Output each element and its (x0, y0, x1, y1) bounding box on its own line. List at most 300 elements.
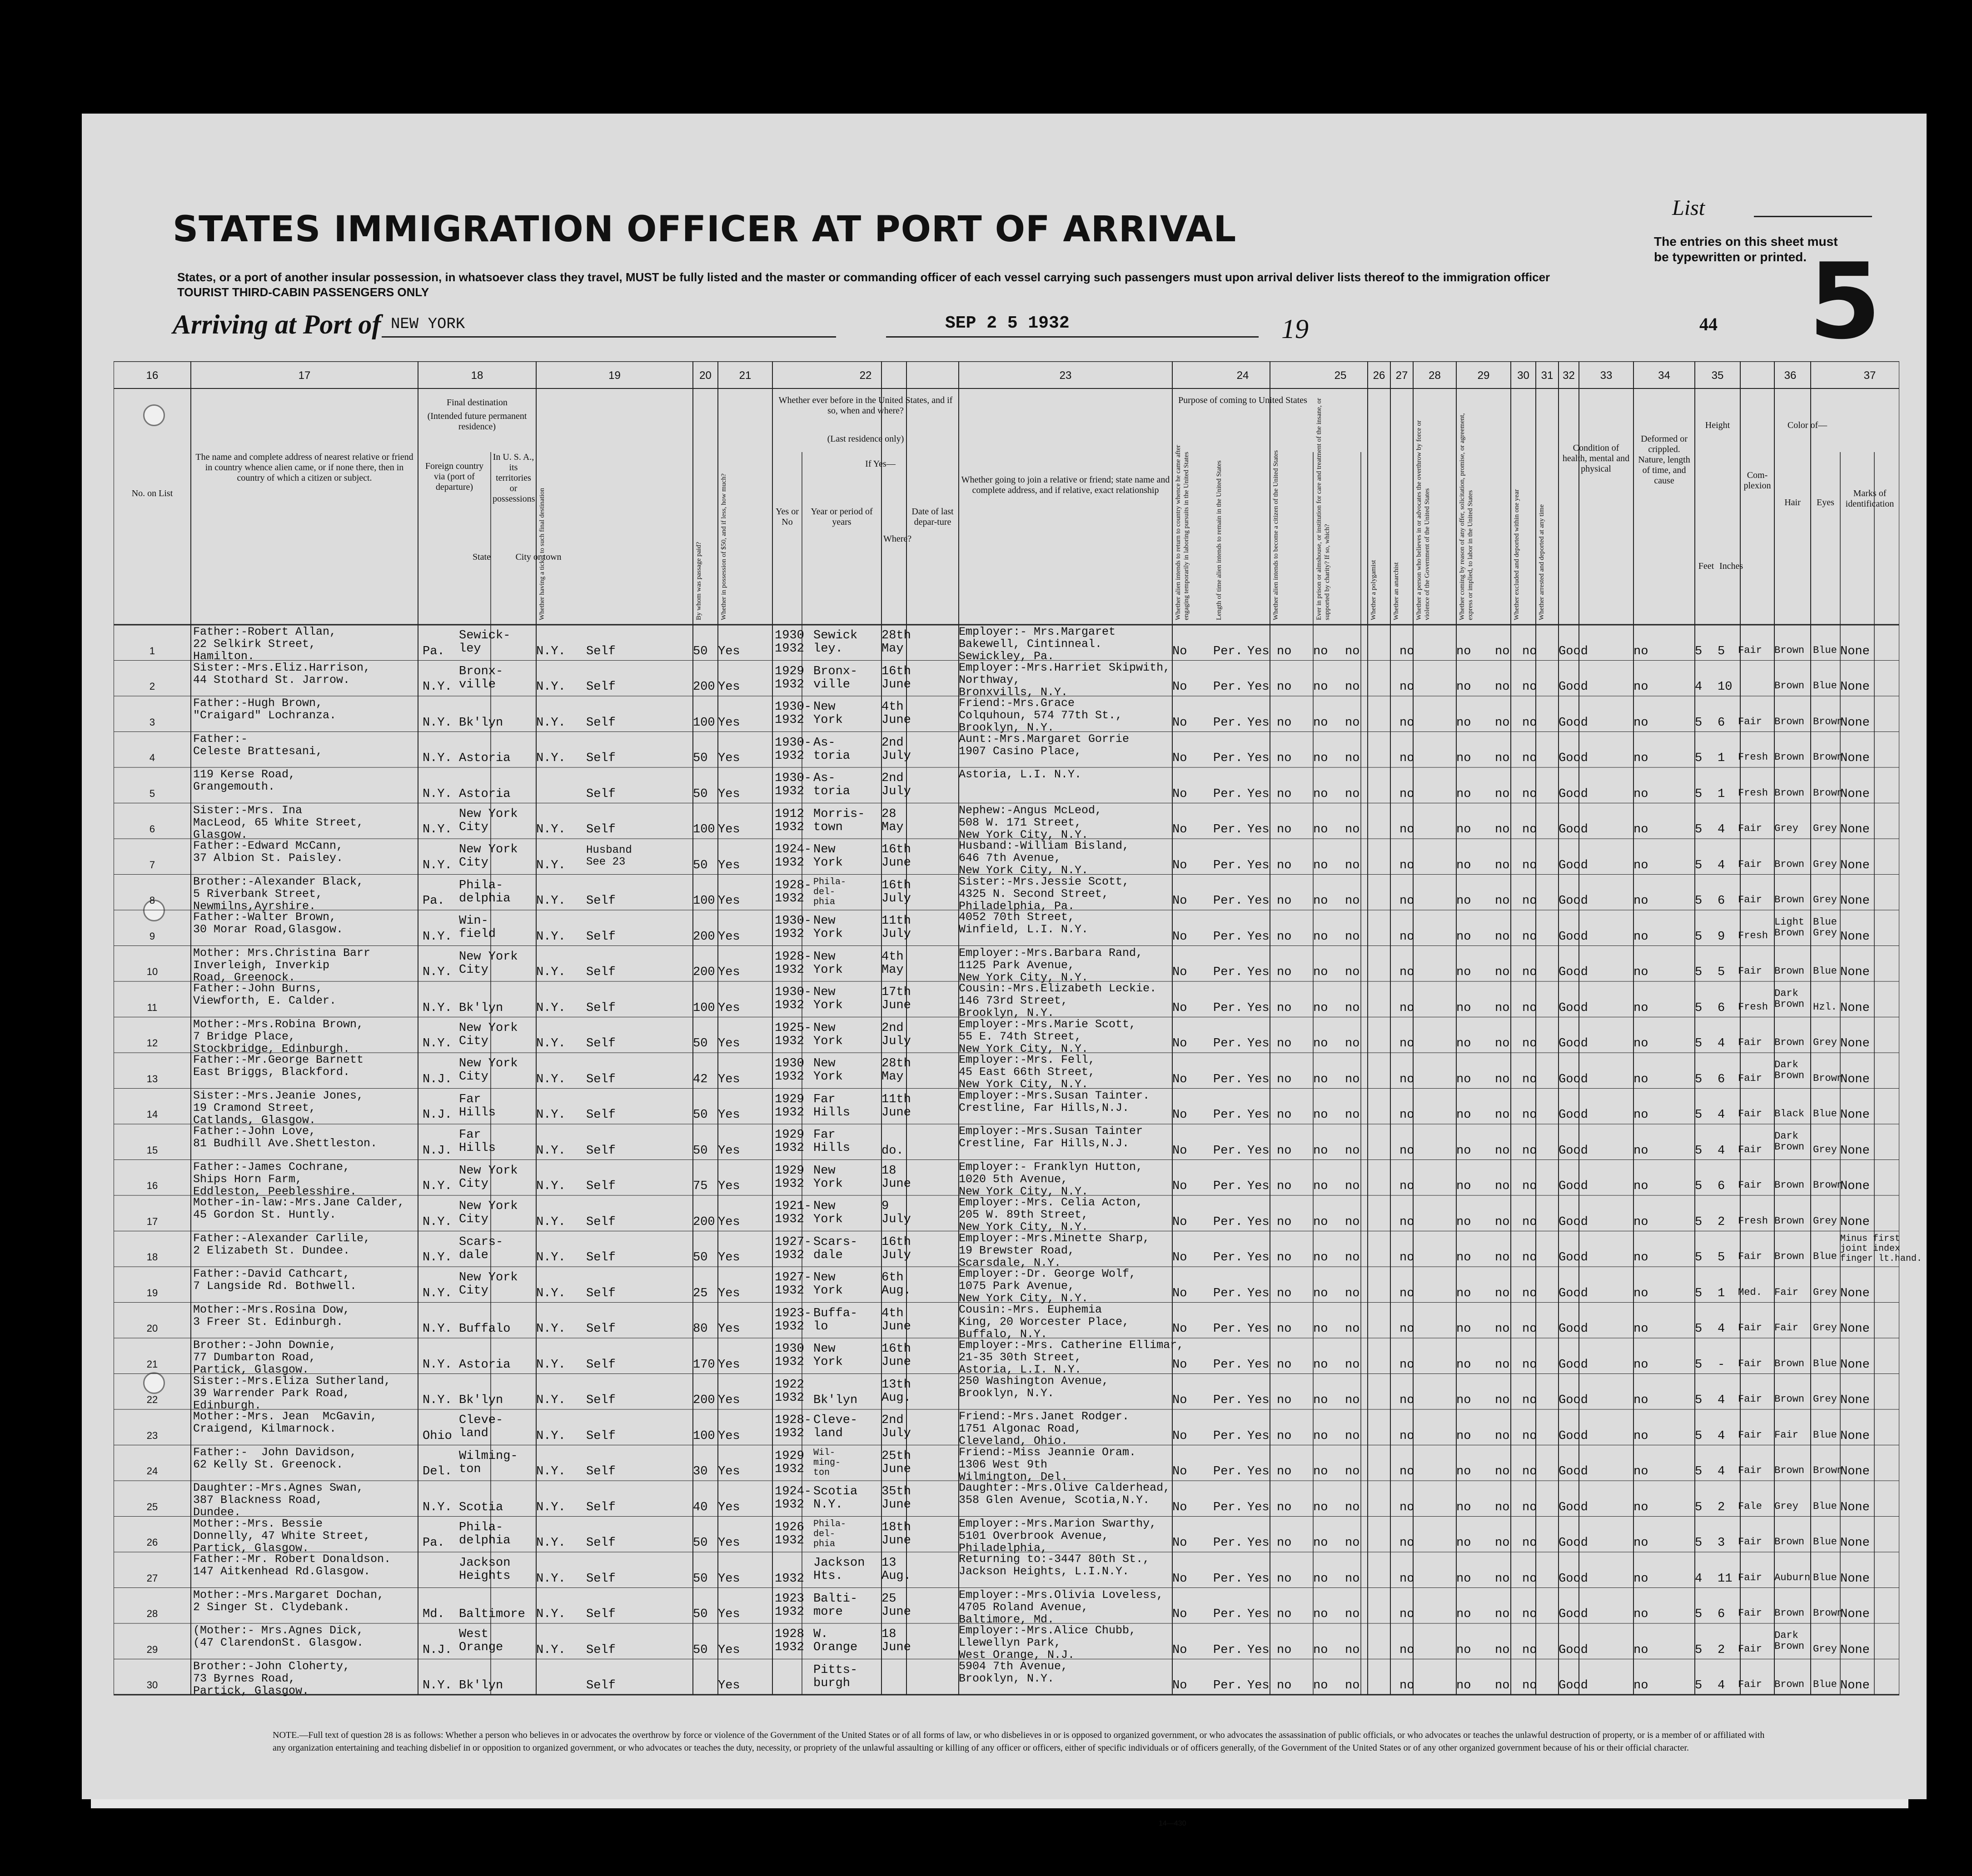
joining-relative: Nephew:-Angus McLeod, 508 W. 171 Street, New York City, N.Y. (959, 803, 1102, 841)
list-line (1754, 216, 1872, 217)
deported: no (1522, 1536, 1537, 1550)
deformed: no (1633, 965, 1648, 979)
row-number: 21 (146, 1358, 158, 1370)
deported: no (1522, 1643, 1537, 1657)
nearest-relative: Mother:-Mrs.Margaret Dochan, 2 Singer St. Clydebank. (193, 1588, 384, 1614)
money: 100 (693, 823, 715, 836)
citizen-intent: Yes (1247, 1322, 1270, 1336)
ever-before: Yes (718, 1536, 740, 1550)
departure-date: do. (881, 1144, 904, 1158)
deported: no (1522, 680, 1537, 694)
anarchist: no (1345, 787, 1360, 801)
complexion: Fair (1738, 823, 1762, 834)
citizen-intent: Yes (1247, 680, 1270, 694)
departure-date: 11th June (881, 1092, 911, 1120)
health: Good (1559, 1500, 1588, 1514)
row-number: 8 (149, 895, 155, 906)
prison: no (1277, 1251, 1292, 1264)
identification-marks: None (1840, 1536, 1870, 1550)
header-no-on-list: No. on List (131, 488, 173, 498)
identification-marks: None (1840, 1572, 1870, 1586)
health: Good (1559, 1251, 1588, 1264)
ever-before: Yes (718, 1393, 740, 1407)
deformed: no (1633, 1108, 1648, 1122)
height-feet: 5 (1695, 1607, 1703, 1621)
destination-city: Scars- dale (459, 1235, 503, 1262)
ticket: N.Y. (536, 1286, 566, 1300)
q29-answer: no (1456, 751, 1471, 765)
departure-date: 25th June (881, 1449, 911, 1476)
deformed: no (1633, 787, 1648, 801)
citizen-intent: Yes (1247, 1643, 1270, 1657)
q28-answer: no (1399, 716, 1414, 730)
money: 50 (693, 787, 708, 801)
citizen-intent: Yes (1247, 644, 1270, 658)
complexion: Fair (1738, 1179, 1762, 1191)
row-number: 18 (146, 1251, 158, 1263)
length-of-stay: Per. (1213, 1001, 1243, 1015)
nearest-relative: Father:-Robert Allan, 22 Selkirk Street, Hamilton. (193, 625, 337, 663)
ticket: N.Y. (536, 1358, 566, 1372)
passage-paid-by: Self (586, 716, 616, 730)
ever-before: Yes (718, 965, 740, 979)
citizen-intent: Yes (1247, 1358, 1270, 1372)
anarchist: no (1345, 1251, 1360, 1264)
deported: no (1522, 1286, 1537, 1300)
return: No (1172, 1179, 1187, 1193)
destination-state: N.Y. (423, 1358, 452, 1372)
years: 1921- 1932 (775, 1199, 812, 1227)
anarchist: no (1345, 1500, 1360, 1514)
header-last-residence: (Last residence only) (827, 434, 904, 444)
length-of-stay: Per. (1213, 1429, 1243, 1443)
deported: no (1522, 1072, 1537, 1086)
complexion: Fresh (1738, 1215, 1768, 1227)
where: New York (813, 1342, 843, 1369)
table-row (114, 1659, 1899, 1695)
excluded: no (1495, 787, 1510, 801)
deported: no (1522, 1572, 1537, 1586)
hair-color: Fair (1774, 1286, 1798, 1298)
nearest-relative: Father:-Edward McCann, 37 Albion St. Paisley. (193, 839, 344, 865)
joining-relative: Daughter:-Mrs.Olive Calderhead, 358 Glen Avenue, Scotia,N.Y. (959, 1481, 1170, 1507)
height-feet: 5 (1695, 1001, 1703, 1015)
years: 1930 1932 (775, 1057, 804, 1084)
column-number: 37 (1863, 369, 1876, 382)
destination-state: Md. (423, 1607, 445, 1621)
destination-state: N.Y. (423, 680, 452, 694)
citizen-intent: Yes (1247, 1251, 1270, 1264)
length-of-stay: Per. (1213, 1679, 1243, 1692)
years: 1930 1932 (775, 629, 804, 656)
ever-before: Yes (718, 1037, 740, 1050)
column-number: 29 (1477, 369, 1490, 382)
height-feet: 4 (1695, 680, 1703, 694)
identification-marks: None (1840, 1037, 1870, 1050)
row-number: 28 (146, 1608, 158, 1619)
excluded: no (1495, 1108, 1510, 1122)
joining-relative: Astoria, L.I. N.Y. (959, 768, 1082, 781)
header-hair: Hair (1784, 498, 1801, 508)
return: No (1172, 1536, 1187, 1550)
deformed: no (1633, 1572, 1648, 1586)
hair-color: Brown (1774, 680, 1805, 692)
ticket: N.Y. (536, 1251, 566, 1264)
departure-date: 4th June (881, 1306, 911, 1334)
prison: no (1277, 1536, 1292, 1550)
complexion: Fair (1738, 965, 1762, 977)
hair-color: Grey (1774, 823, 1798, 834)
destination-city: New York City (459, 1271, 518, 1298)
table-row (114, 1124, 1899, 1160)
deformed: no (1633, 1144, 1648, 1158)
deformed: no (1633, 716, 1648, 730)
ever-before: Yes (718, 894, 740, 908)
identification-marks: None (1840, 787, 1870, 801)
complexion: Fair (1738, 1322, 1762, 1334)
q29-answer: no (1456, 1108, 1471, 1122)
destination-state: N.J. (423, 1643, 452, 1657)
health: Good (1559, 823, 1588, 836)
destination-city: New York City (459, 843, 518, 870)
table-row (114, 1338, 1899, 1374)
years: 1930- 1932 (775, 985, 812, 1013)
destination-city: Far Hills (459, 1128, 496, 1155)
destination-state: Del. (423, 1465, 452, 1478)
complexion: Fair (1738, 644, 1762, 656)
passage-paid-by: Self (586, 1251, 616, 1264)
where: New York (813, 985, 843, 1013)
anarchist: no (1345, 1001, 1360, 1015)
polygamist: no (1313, 823, 1328, 836)
q28-answer: no (1399, 1572, 1414, 1586)
nearest-relative: Mother:-Mrs.Rosina Dow, 3 Freer St. Edinburgh. (193, 1303, 350, 1329)
where: Far Hills (813, 1092, 851, 1120)
deported: no (1522, 1429, 1537, 1443)
money: 50 (693, 644, 708, 658)
health: Good (1559, 1358, 1588, 1372)
anarchist: no (1345, 1037, 1360, 1050)
q28-answer: no (1399, 894, 1414, 908)
destination-city: Cleve- land (459, 1413, 503, 1441)
where: Buffa- lo (813, 1306, 858, 1334)
where: Cleve- land (813, 1413, 858, 1441)
nearest-relative: Father:- John Davidson, 62 Kelly St. Greenock. (193, 1445, 357, 1471)
length-of-stay: Per. (1213, 1393, 1243, 1407)
health: Good (1559, 1037, 1588, 1050)
table-row (114, 1445, 1899, 1481)
q29-answer: no (1456, 1643, 1471, 1657)
length-of-stay: Per. (1213, 1643, 1243, 1657)
complexion: Fair (1738, 1536, 1762, 1548)
q29-answer: no (1456, 1500, 1471, 1514)
joining-relative: Friend:-Mrs.Janet Rodger. 1751 Algonac Road, Cleveland, Ohio. (959, 1410, 1130, 1448)
row-number: 22 (146, 1394, 158, 1405)
joining-relative: Friend:-Mrs.Grace Colquhoun, 574 77th St., Brooklyn, N.Y. (959, 697, 1123, 734)
q29-answer: no (1456, 858, 1471, 872)
hair-color: Black (1774, 1108, 1805, 1120)
column-number: 32 (1563, 369, 1575, 382)
table-row (114, 1374, 1899, 1410)
height-inches: 2 (1718, 1215, 1725, 1229)
deported: no (1522, 930, 1537, 944)
eye-color: Grey (1813, 1322, 1837, 1334)
destination-state: N.Y. (423, 930, 452, 944)
destination-state: Pa. (423, 894, 445, 908)
return: No (1172, 1322, 1187, 1336)
q28-answer: no (1399, 787, 1414, 801)
eye-color: Grey (1813, 1215, 1837, 1227)
nearest-relative: Daughter:-Mrs.Agnes Swan, 387 Blackness Road, Dundee. (193, 1481, 364, 1519)
departure-date: 28th May (881, 1057, 911, 1084)
nearest-relative: Brother:-John Downie, 77 Dumbarton Road, Partick, Glasgow. (193, 1339, 337, 1376)
ticket: N.Y. (536, 1607, 566, 1621)
nearest-relative: Mother: Mrs.Christina Barr Inverleigh, Inverkip Road, Greenock. (193, 946, 371, 984)
hair-color: Dark Brown (1774, 1130, 1805, 1153)
return: No (1172, 965, 1187, 979)
years: 1930- 1932 (775, 914, 812, 941)
identification-marks: None (1840, 1072, 1870, 1086)
anarchist: no (1345, 1108, 1360, 1122)
table-row (114, 625, 1899, 661)
header-inches: Inches (1719, 561, 1743, 571)
destination-city: New York City (459, 1164, 518, 1191)
deported: no (1522, 716, 1537, 730)
header-purpose-return: Whether alien intends to return to country whence he came after engaging temporarily in laboring pursuits in the United States (1175, 445, 1190, 620)
health: Good (1559, 930, 1588, 944)
health: Good (1559, 1393, 1588, 1407)
destination-city: Win- field (459, 914, 496, 941)
eye-color: Blue (1813, 1679, 1837, 1690)
destination-state: N.Y. (423, 1500, 452, 1514)
where: As- toria (813, 771, 851, 799)
deported: no (1522, 1215, 1537, 1229)
nearest-relative: Father:-Mr.George Barnett East Briggs, Blackford. (193, 1053, 364, 1079)
passage-paid-by: Self (586, 1500, 616, 1514)
height-inches: 6 (1718, 1179, 1725, 1193)
q29-answer: no (1456, 1322, 1471, 1336)
ticket: N.Y. (536, 1500, 566, 1514)
height-inches: 11 (1718, 1572, 1733, 1586)
anarchist: no (1345, 930, 1360, 944)
excluded: no (1495, 965, 1510, 979)
prison: no (1277, 823, 1292, 836)
polygamist: no (1313, 1643, 1328, 1657)
ever-before: Yes (718, 1429, 740, 1443)
complexion: Fair (1738, 716, 1762, 727)
identification-marks: None (1840, 751, 1870, 765)
nearest-relative: 119 Kerse Road, Grangemouth. (193, 768, 296, 793)
year-prefix: 19 (1281, 314, 1309, 344)
destination-state: N.Y. (423, 1679, 452, 1692)
nearest-relative: Father:-Mr. Robert Donaldson. 147 Aitkenhead Rd.Glasgow. (193, 1553, 391, 1578)
years: 1929 1932 (775, 1449, 804, 1476)
joining-relative: Sister:-Mrs.Jessie Scott, 4325 N. Second Street, Philadelphia, Pa. (959, 875, 1130, 913)
list-label: List (1672, 196, 1705, 220)
prison: no (1277, 751, 1292, 765)
ticket: N.Y. (536, 894, 566, 908)
sheet-subtitle: States, or a port of another insular possession, in whatsoever class they travel, MUST be fully listed and the master or commanding officer of each vessel carrying such passengers must upon arrival deliver lists thereof to the immigration officer (177, 270, 1550, 284)
return: No (1172, 680, 1187, 694)
row-number: 16 (146, 1180, 158, 1191)
table-row (114, 767, 1899, 803)
header-nearest-relative: The name and complete address of nearest relative or friend in country whence alien came, or if none there, then in country of which a citizen or subject. (195, 452, 413, 483)
where: Scars- dale (813, 1235, 858, 1262)
destination-state: N.Y. (423, 858, 452, 872)
excluded: no (1495, 858, 1510, 872)
eye-color: Grey (1813, 823, 1837, 834)
height-inches: 2 (1718, 1500, 1725, 1514)
excluded: no (1495, 1393, 1510, 1407)
row-number: 13 (146, 1073, 158, 1085)
q29-answer: no (1456, 1251, 1471, 1264)
height-inches: 4 (1718, 1679, 1725, 1692)
prison: no (1277, 716, 1292, 730)
joining-relative: 5904 7th Avenue, Brooklyn, N.Y. (959, 1659, 1068, 1685)
prison: no (1277, 1465, 1292, 1478)
return: No (1172, 1072, 1187, 1086)
excluded: no (1495, 1251, 1510, 1264)
q28-answer: no (1399, 1215, 1414, 1229)
height-inches: 4 (1718, 1465, 1725, 1478)
row-number: 20 (146, 1323, 158, 1334)
years: 1926 1932 (775, 1520, 804, 1548)
return: No (1172, 1500, 1187, 1514)
money: 50 (693, 1607, 708, 1621)
eye-color: Grey (1813, 1037, 1837, 1048)
excluded: no (1495, 1037, 1510, 1050)
passage-paid-by: Self (586, 1643, 616, 1657)
identification-marks: None (1840, 858, 1870, 872)
header-color-of: Color of— (1787, 420, 1828, 430)
joining-relative: Employer:-Mrs.Susan Tainter Crestline, Far Hills,N.J. (959, 1125, 1143, 1150)
header-final-destination: Final destination (447, 398, 508, 408)
joining-relative: 4052 70th Street, Winfield, L.I. N.Y. (959, 911, 1089, 936)
polygamist: no (1313, 1536, 1328, 1550)
ever-before: Yes (718, 1215, 740, 1229)
anarchist: no (1345, 1072, 1360, 1086)
polygamist: no (1313, 1144, 1328, 1158)
excluded: no (1495, 1286, 1510, 1300)
excluded: no (1495, 1215, 1510, 1229)
departure-date: 35th June (881, 1485, 911, 1512)
years: 1923- 1932 (775, 1306, 812, 1334)
header-state: State (473, 552, 491, 562)
years: 1929 1932 (775, 1128, 804, 1155)
eye-color: Brown (1813, 787, 1843, 799)
prison: no (1277, 1607, 1292, 1621)
complexion: Fair (1738, 1144, 1762, 1155)
joining-relative: Employer:-Mrs.Barbara Rand, 1125 Park Avenue, New York City, N.Y. (959, 946, 1143, 984)
hair-color: Light Brown (1774, 916, 1805, 939)
passage-paid-by: Self (586, 965, 616, 979)
excluded: no (1495, 1607, 1510, 1621)
citizen-intent: Yes (1247, 1536, 1270, 1550)
eye-color: Grey (1813, 1144, 1837, 1155)
q28-answer: no (1399, 1108, 1414, 1122)
departure-date: 13th Aug. (881, 1378, 911, 1405)
hair-color: Auburn (1774, 1572, 1811, 1583)
height-inches: 6 (1718, 1072, 1725, 1086)
deported: no (1522, 1607, 1537, 1621)
joining-relative: Employer:-Dr. George Wolf, 1075 Park Avenue, New York City, N.Y. (959, 1267, 1136, 1305)
ticket: N.Y. (536, 680, 566, 694)
height-feet: 5 (1695, 1286, 1703, 1300)
citizen-intent: Yes (1247, 1607, 1270, 1621)
q28-answer: no (1399, 644, 1414, 658)
height-inches: 4 (1718, 1108, 1725, 1122)
hair-color: Brown (1774, 1465, 1805, 1476)
q28-answer: no (1399, 1500, 1414, 1514)
money: 42 (693, 1072, 708, 1086)
departure-date: 16th June (881, 664, 911, 692)
anarchist: no (1345, 1179, 1360, 1193)
q28-answer: no (1399, 858, 1414, 872)
complexion: Fresh (1738, 930, 1768, 941)
money: 50 (693, 1536, 708, 1550)
identification-marks: None (1840, 1607, 1870, 1621)
q28-answer: no (1399, 1322, 1414, 1336)
hair-color: Grey (1774, 1500, 1798, 1512)
money: 50 (693, 1572, 708, 1586)
complexion: Fair (1738, 858, 1762, 870)
money: 170 (693, 1358, 715, 1372)
passage-paid-by: Self (586, 894, 616, 908)
ticket: N.Y. (536, 1429, 566, 1443)
passage-paid-by: Self (586, 1572, 616, 1586)
table-row (114, 1017, 1899, 1053)
polygamist: no (1313, 751, 1328, 765)
joining-relative: Employer:- Franklyn Hutton, 1020 5th Avenue, New York City, N.Y. (959, 1160, 1143, 1198)
health: Good (1559, 680, 1588, 694)
hair-color: Dark Brown (1774, 1059, 1805, 1082)
deported: no (1522, 1393, 1537, 1407)
health: Good (1559, 1643, 1588, 1657)
q29-answer: no (1456, 644, 1471, 658)
polygamist: no (1313, 680, 1328, 694)
joining-relative: Employer:-Mrs.Minette Sharp, 19 Brewster Road, Scarsdale, N.Y. (959, 1231, 1150, 1269)
deformed: no (1633, 1001, 1648, 1015)
column-number: 36 (1784, 369, 1797, 382)
height-inches: 1 (1718, 751, 1725, 765)
health: Good (1559, 1322, 1588, 1336)
health: Good (1559, 1607, 1588, 1621)
q29-answer: no (1456, 1393, 1471, 1407)
hair-color: Brown (1774, 1679, 1805, 1690)
destination-state: N.Y. (423, 965, 452, 979)
health: Good (1559, 1679, 1588, 1692)
row-number: 15 (146, 1144, 158, 1156)
ticket: N.Y. (536, 1108, 566, 1122)
eye-color: Brown (1813, 751, 1843, 763)
ever-before: Yes (718, 680, 740, 694)
nearest-relative: Father:-David Cathcart, 7 Langside Rd. Bothwell. (193, 1267, 357, 1293)
height-feet: 5 (1695, 1643, 1703, 1657)
row-number: 10 (146, 966, 158, 977)
height-inches: 4 (1718, 1322, 1725, 1336)
q28-answer: no (1399, 1001, 1414, 1015)
date-stamp: SEP 2 5 1932 (945, 313, 1070, 333)
departure-date: 9 July (881, 1199, 911, 1227)
excluded: no (1495, 1144, 1510, 1158)
row-number: 2 (149, 681, 155, 692)
polygamist: no (1313, 894, 1328, 908)
where: New York (813, 843, 843, 870)
polygamist: no (1313, 1072, 1328, 1086)
sheet-number: 5 (1808, 241, 1882, 363)
departure-date: 18 June (881, 1164, 911, 1191)
prison: no (1277, 1500, 1292, 1514)
